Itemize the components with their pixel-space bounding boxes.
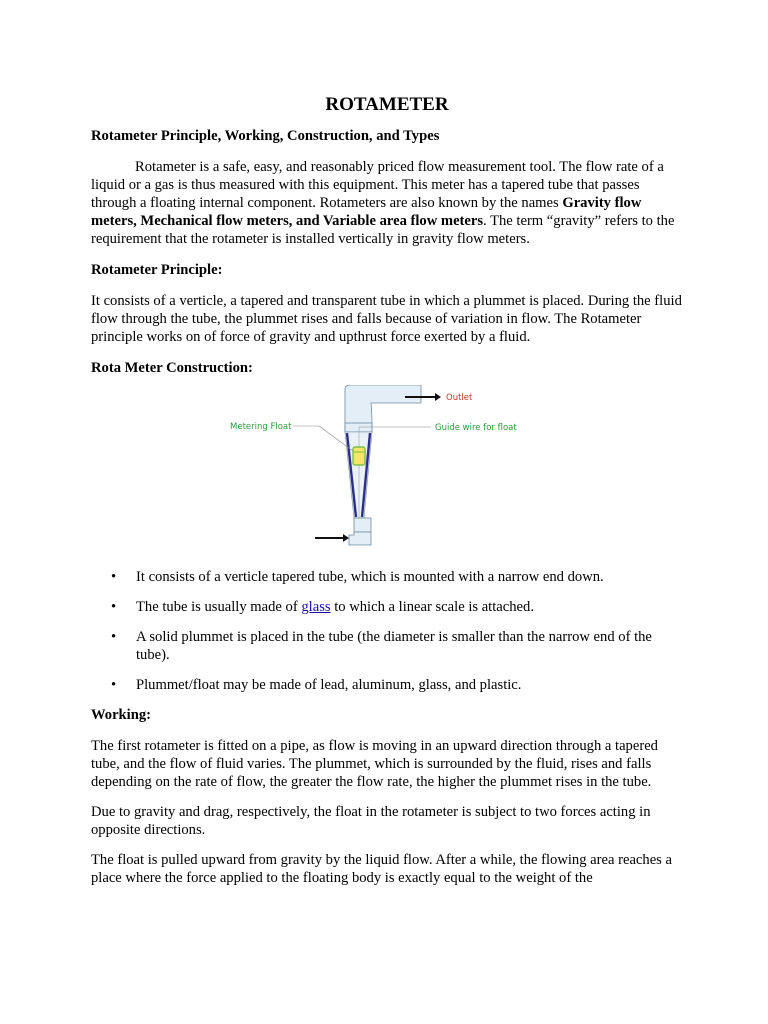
intro-text-end: . The term “gravity” refers to the requirement that the rotameter is installed vertically in gravity flow meters.: [91, 213, 675, 247]
document-content: [91, 94, 683, 887]
bullet-marker: •: [111, 569, 117, 585]
lower-collar: [354, 518, 371, 532]
guide-wire-label: Guide wire for float: [435, 423, 517, 433]
working-heading: Working:: [91, 707, 152, 723]
metering-float: [353, 447, 365, 465]
document-subtitle: Rotameter Principle, Working, Construction, and Types: [91, 128, 440, 144]
bullet-marker: •: [111, 629, 117, 645]
principle-heading: Rotameter Principle:: [91, 262, 223, 278]
bullet-text-after-link: to which a linear scale is attached.: [330, 599, 534, 615]
list-item: [91, 568, 683, 586]
bullet-marker: •: [111, 677, 117, 693]
inlet-arrow-head: [343, 534, 349, 542]
working-paragraph-1: The first rotameter is fitted on a pipe, as flow is moving in an upward direction through a tapered tube, and the flow of fluid varies. The plummet, which is surrounded by the fluid, rises and falls depending on the rate of flow, the greater the flow rate, the higher the plummet rises in the tube.: [91, 738, 658, 790]
construction-heading: Rota Meter Construction:: [91, 360, 253, 376]
rotameter-diagram: [91, 385, 683, 555]
outlet-label: Outlet: [446, 393, 473, 403]
rotameter-diagram-svg: [91, 385, 683, 555]
construction-bullet-list: [91, 568, 683, 694]
page-title: ROTAMETER: [325, 94, 449, 115]
list-item: [91, 676, 683, 694]
working-paragraph-3: The float is pulled upward from gravity by the liquid flow. After a while, the flowing area reaches a place where the force applied to the floating body is exactly equal to the weight of the: [91, 852, 672, 886]
list-item: [91, 598, 683, 616]
bullet-text: It consists of a verticle tapered tube, which is mounted with a narrow end down.: [136, 569, 604, 585]
glass-link[interactable]: glass: [301, 599, 331, 615]
upper-collar: [345, 423, 372, 432]
inlet-pipe-body: [349, 532, 371, 545]
working-paragraph-2: Due to gravity and drag, respectively, the float in the rotameter is subject to two forces acting in opposite directions.: [91, 804, 651, 838]
intro-text: Rotameter is a safe, easy, and reasonably priced flow measurement tool. The flow rate of a liquid or a gas is thus measured with this equipment. This meter has a tapered tube that passes through a floating internal component. Rotameters are also known by the names: [91, 159, 664, 211]
outlet-arrow-head: [435, 393, 441, 401]
intro-bold-names: Gravity flow meters, Mechanical flow meters, and Variable area flow meters: [91, 195, 642, 229]
principle-paragraph: It consists of a verticle, a tapered and transparent tube in which a plummet is placed. During the fluid flow through the tube, the plummet rises and falls because of variation in flow. The Rotameter principle works on of force of gravity and upthrust force exerted by a fluid.: [91, 293, 682, 345]
intro-paragraph: [91, 158, 683, 248]
bullet-text: Plummet/float may be made of lead, aluminum, glass, and plastic.: [136, 677, 522, 693]
bullet-text-before-link: The tube is usually made of: [136, 599, 302, 615]
list-item: [91, 628, 683, 664]
bullet-text: A solid plummet is placed in the tube (the diameter is smaller than the narrow end of the tube).: [136, 629, 652, 663]
metering-float-label: Metering Float: [230, 422, 292, 432]
bullet-marker: •: [111, 599, 117, 615]
